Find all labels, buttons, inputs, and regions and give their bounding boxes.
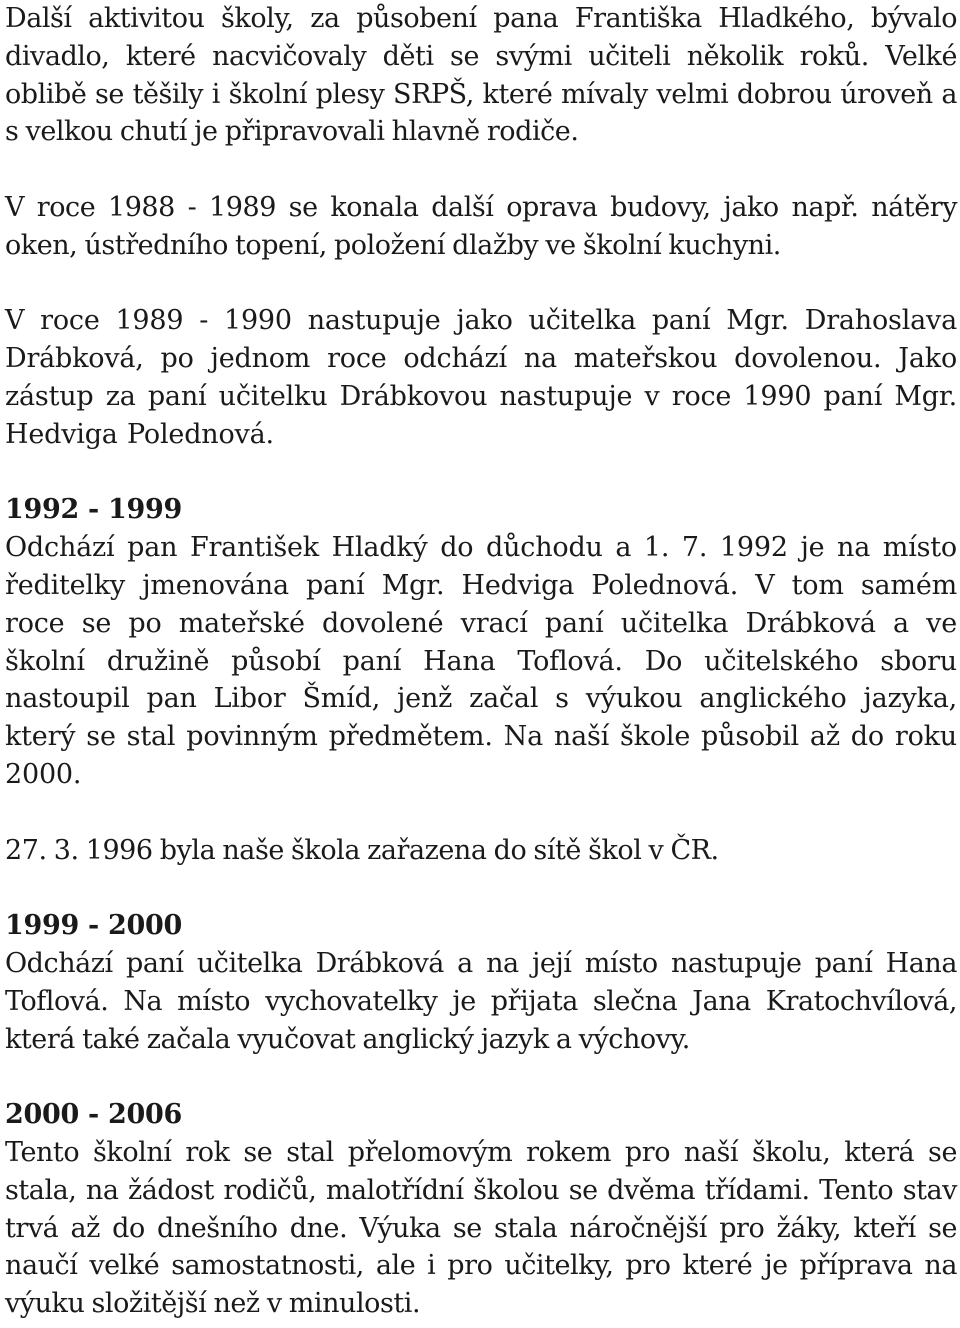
paragraph-activities: Další aktivitou školy, za působení pana Františka Hladkého, bývalo divadlo, které nacvičovaly děti se svými učiteli několik roků. Velké oblibě se těšily i školní plesy SRPŠ, které mívaly velmi dobrou úroveň a s velkou chutí je připravovali hlavně rodiče. [5, 3, 957, 148]
paragraph-gap [5, 1058, 957, 1096]
paragraph-gap [5, 454, 957, 492]
paragraph-new-teacher: V roce 1989 - 1990 nastupuje jako učitelka paní Mgr. Drahoslava Drábková, po jednom roce odchází na mateřskou dovolenou. Jako zástup za paní učitelku Drábkovou nastupuje v roce 1990 paní Mgr. Hedviga Polednová. [5, 305, 957, 450]
paragraph-gap [5, 151, 957, 189]
paragraph-gap [5, 794, 957, 832]
paragraph-1999-2000: Odchází paní učitelka Drábková a na její místo nastupuje paní Hana Toflová. Na místo vychovatelky je přijata slečna Jana Kratochvílová, která také začala vyučovat anglický jazyk a výchovy. [5, 947, 957, 1055]
paragraph-1992-1999: Odchází pan František Hladký do důchodu a 1. 7. 1992 je na místo ředitelky jmenována paní Mgr. Hedviga Polednová. V tom samém roce se po mateřské dovolené vrací paní učitelka Drábková a ve školní družině působí paní Hana Toflová. Do učitelského sboru nastoupil pan Libor Šmíd, jenž začal s výukou anglického jazyka, který se stal povinným předmětem. Na naší škole působil až do roku 2000. [5, 532, 957, 790]
section-heading-1992-1999: 1992 - 1999 [5, 494, 182, 526]
section-heading-2000-2006: 2000 - 2006 [5, 1099, 182, 1131]
paragraph-school-network: 27. 3. 1996 byla naše škola zařazena do sítě škol v ČR. [5, 834, 719, 866]
paragraph-gap [5, 869, 957, 907]
paragraph-2000-2006: Tento školní rok se stal přelomovým rokem pro naší školu, která se stala, na žádost rodičů, malotřídní školou se dvěma třídami. Tento stav trvá až do dnešního dne. Výuka se stala náročnější pro žáky, kteří se naučí velké samostatnosti, ale i pro učitelky, pro které je příprava na výuku složitější než v minulosti. [5, 1136, 957, 1320]
paragraph-repairs: V roce 1988 - 1989 se konala další oprava budovy, jako např. nátěry oken, ústředního topení, položení dlažby ve školní kuchyni. [5, 191, 957, 261]
document-page [5, 0, 957, 1323]
paragraph-gap [5, 265, 957, 303]
section-heading-1999-2000: 1999 - 2000 [5, 910, 182, 942]
